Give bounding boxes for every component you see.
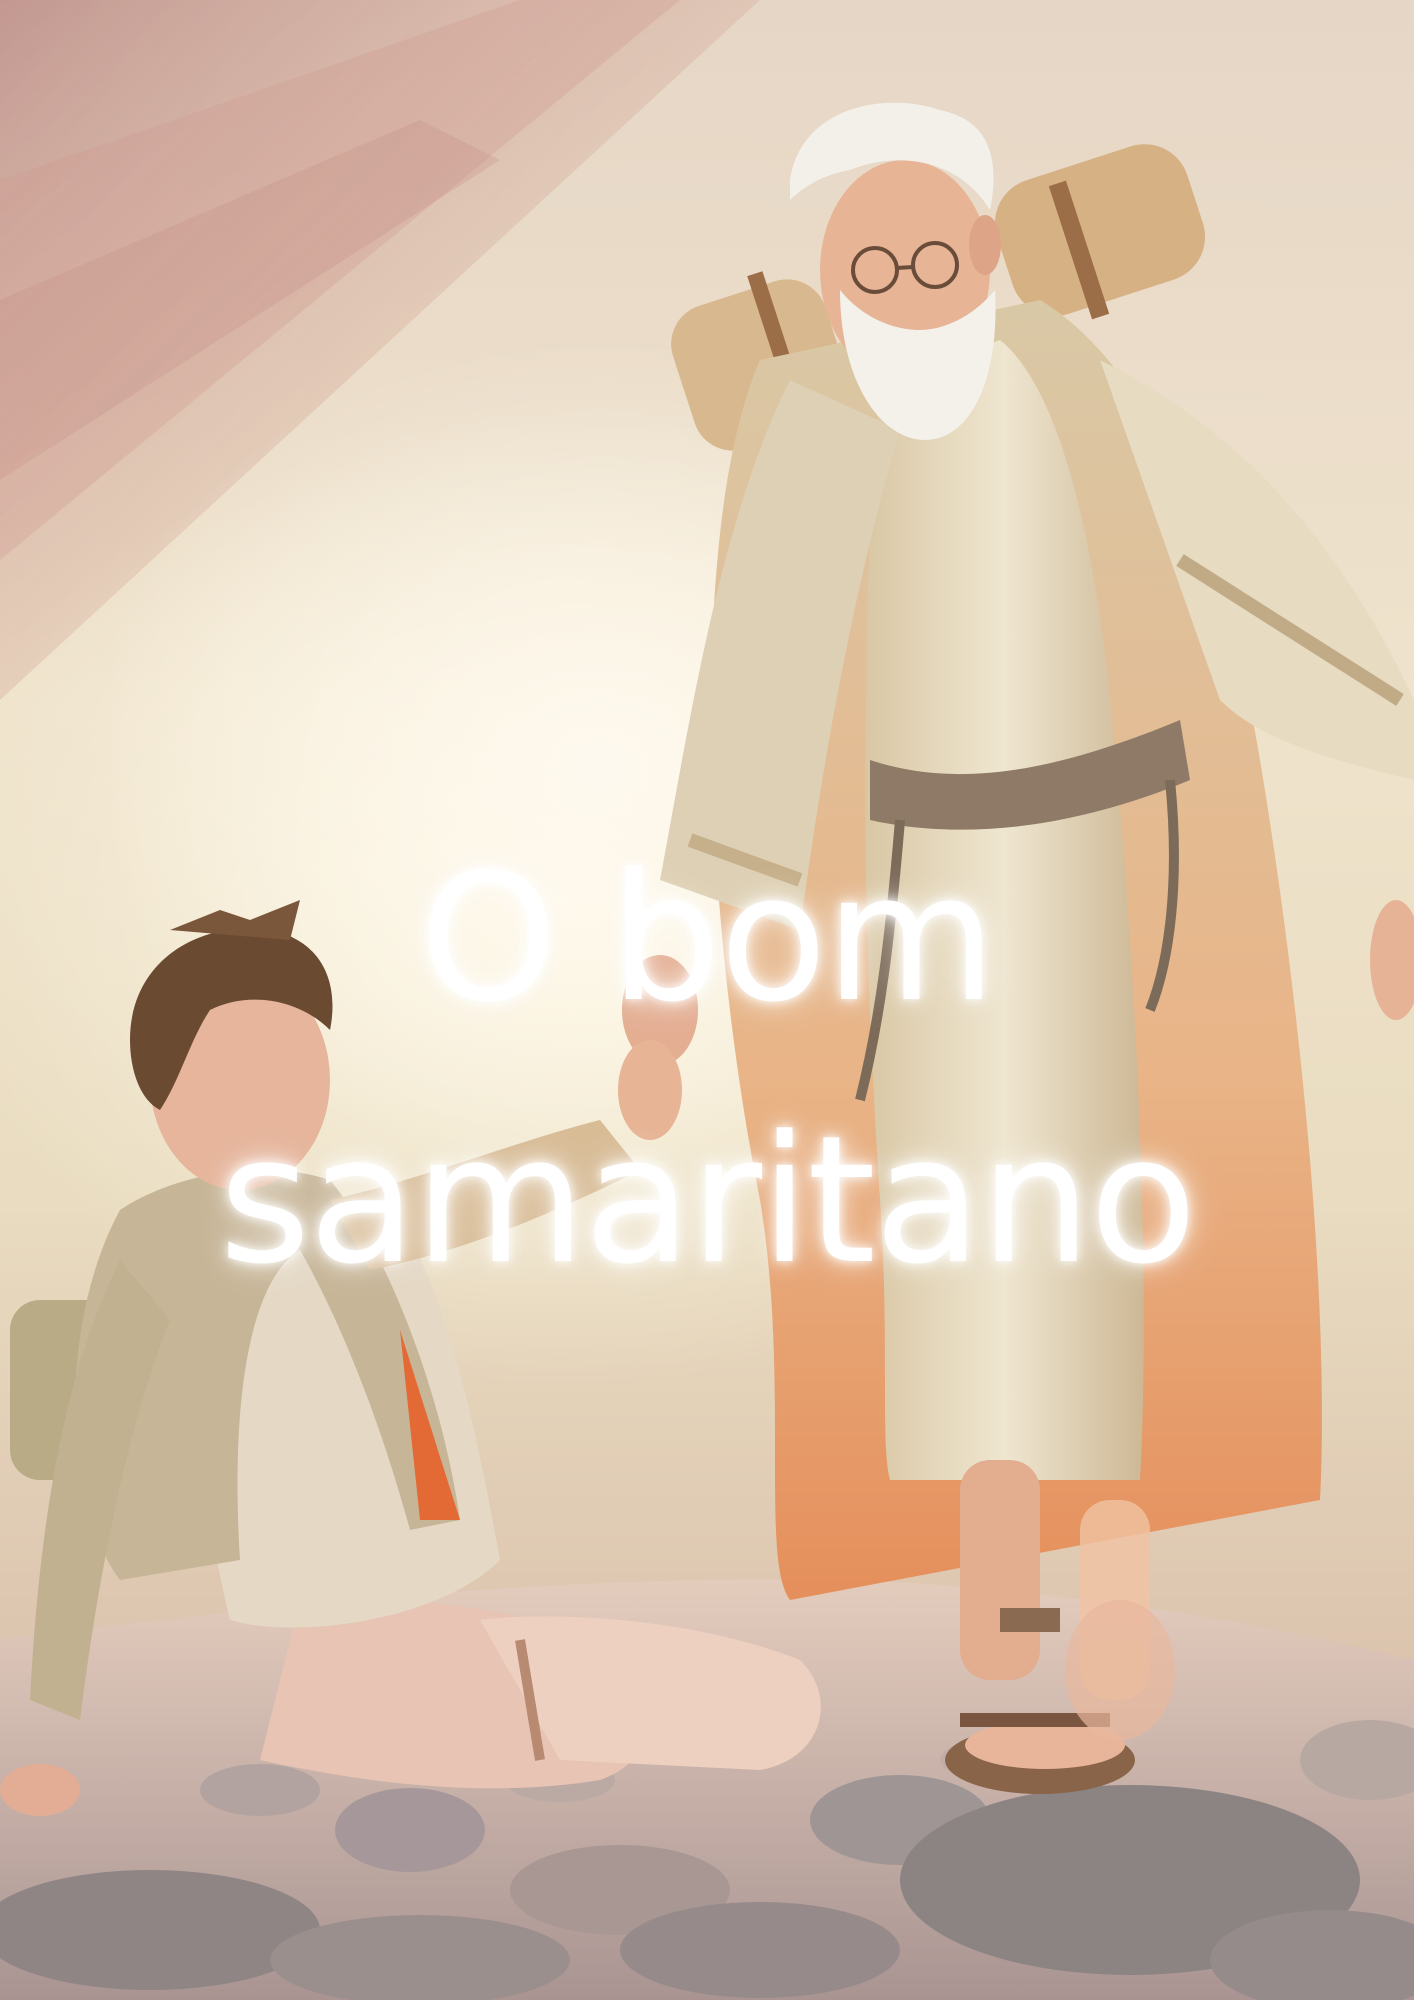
cover-title-line-1: O bom — [419, 835, 995, 1041]
cover-title — [0, 808, 1414, 1332]
cover-title-line-2: samaritano — [218, 1097, 1196, 1303]
